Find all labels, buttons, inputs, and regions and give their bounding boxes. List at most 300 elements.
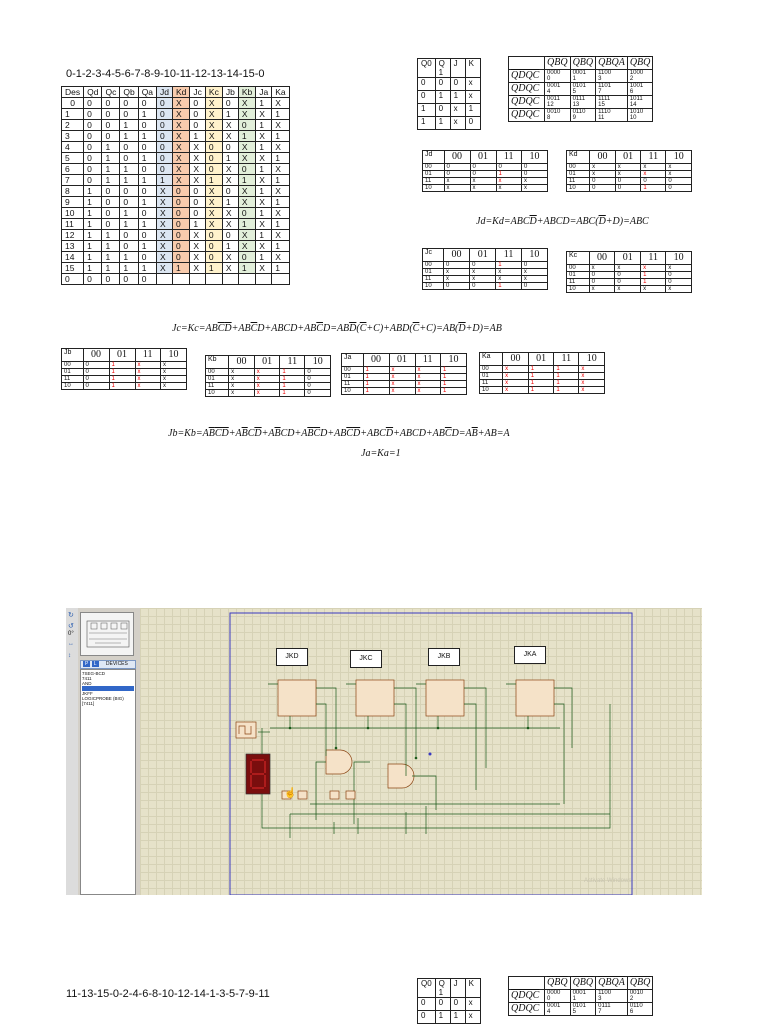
label-jka: JKA [514, 646, 546, 664]
table-cell: 0 [157, 131, 173, 142]
kmap-row [567, 171, 692, 178]
table-cell: X [238, 153, 255, 164]
table-cell: 0 [138, 274, 156, 285]
table-cell [190, 274, 206, 285]
table-cell: X [173, 153, 190, 164]
gray-code: 1101 [598, 83, 612, 89]
device-list[interactable] [80, 669, 136, 895]
kmap-col-header: 00 [590, 151, 616, 164]
table-cell: 1 [138, 175, 156, 186]
kmap-row-header: 01 [342, 374, 364, 381]
kmap-col-header: 00 [363, 354, 389, 367]
table-cell: 0 [238, 208, 255, 219]
table-cell: 0 [84, 175, 102, 186]
table-cell: 3 [62, 131, 84, 142]
kmap-col-header: 11 [641, 151, 666, 164]
table-cell: 1 [256, 120, 272, 131]
kmap-cell: x [666, 171, 692, 178]
gray-code: 1001 [629, 83, 644, 89]
table-cell: 0 [238, 120, 255, 131]
kmap-cell: x [496, 276, 522, 283]
table-cell: X [190, 153, 206, 164]
table-cell: X [272, 98, 289, 109]
table-cell: 1 [272, 109, 289, 120]
kmap-cell: x [503, 380, 529, 387]
table-cell: X [157, 252, 173, 263]
table-cell: 1 [238, 219, 255, 230]
table-cell: 1 [120, 120, 138, 131]
kmap-cell: x [470, 276, 496, 283]
table-cell: 0 [418, 91, 436, 104]
table-row [509, 1003, 653, 1016]
gray-cell [545, 1003, 571, 1016]
table-row [62, 186, 290, 197]
kmap-row [342, 374, 467, 381]
header-cell: Jc [190, 87, 206, 98]
table-cell: 0 [138, 186, 156, 197]
table-cell: X [205, 109, 222, 120]
kmap-row [480, 387, 605, 394]
table-cell: 13 [62, 241, 84, 252]
device-item[interactable]: 7SEG-BCD [82, 671, 106, 676]
gray-index: 11 [598, 115, 605, 121]
header-cell: Q 1 [435, 979, 450, 998]
table-cell: 0 [120, 230, 138, 241]
kmap-col-header: 00 [229, 356, 255, 369]
kmap-cell: x [470, 178, 496, 185]
table-cell: 1 [465, 104, 480, 117]
table-cell: 0 [465, 117, 480, 130]
tab-l[interactable]: L [93, 661, 97, 667]
corner-cell [509, 57, 545, 70]
degree-icon[interactable]: 0° [68, 631, 74, 637]
kmap-cell: x [615, 286, 641, 293]
state-table [61, 86, 290, 285]
kmap-col-header: 11 [415, 354, 440, 367]
jk-excitation-table [417, 58, 481, 130]
kmap-col-header: 10 [521, 249, 547, 262]
kmap-cell: 1 [363, 381, 389, 388]
kmap-cell: x [135, 362, 160, 369]
table-cell: X [238, 241, 255, 252]
kmap-row-header: 11 [480, 380, 503, 387]
schematic-canvas[interactable] [140, 608, 702, 895]
kmap-cell: 1 [109, 376, 135, 383]
kmap-cell: 1 [641, 272, 666, 279]
device-item[interactable]: AND [82, 681, 92, 686]
kmap-cell: 0 [615, 272, 641, 279]
table-cell: X [190, 142, 206, 153]
gray-code: 0010 [547, 109, 561, 115]
gray-cell [570, 70, 596, 83]
table-cell: X [238, 197, 255, 208]
table-cell: X [190, 263, 206, 274]
table-cell: 1 [205, 263, 222, 274]
device-item[interactable]: 7411 [82, 676, 92, 681]
kmap-header-row [423, 249, 548, 262]
table-cell: 1 [272, 153, 289, 164]
kmap-cell: 1 [528, 373, 554, 380]
kmap-cell: x [666, 265, 692, 272]
kmap-jc [422, 248, 548, 290]
table-cell [205, 274, 222, 285]
kmap-cell: x [521, 185, 547, 192]
header-cell: Ka [272, 87, 289, 98]
table-row [418, 117, 481, 130]
gray-cell [545, 990, 571, 1003]
table-row [62, 164, 290, 175]
gray-index: 0 [547, 76, 551, 82]
kmap-header-row [206, 356, 331, 369]
table-cell: 0 [418, 78, 436, 91]
kmap-cell: 0 [590, 178, 616, 185]
kmap-col-header: 11 [641, 252, 666, 265]
header-cell: Kc [205, 87, 222, 98]
kmap-row [206, 383, 331, 390]
table-cell: 1 [450, 91, 465, 104]
table-cell [157, 274, 173, 285]
gray-cell [596, 990, 628, 1003]
table-cell: 0 [173, 197, 190, 208]
table-cell: 1 [84, 208, 102, 219]
kmap-row-header: 00 [567, 164, 590, 171]
kmap-col-header: 00 [444, 151, 470, 164]
kmap-cell: 1 [109, 369, 135, 376]
kmap-cell: 0 [589, 272, 615, 279]
table-row [509, 977, 653, 990]
kmap-col-header: 01 [615, 252, 641, 265]
kmap-cell: x [641, 265, 666, 272]
table-cell: 9 [62, 197, 84, 208]
table-row [418, 91, 481, 104]
table-cell: 0 [84, 120, 102, 131]
table-cell: 1 [272, 197, 289, 208]
kmap-cell: x [229, 369, 255, 376]
kmap-cell: 1 [280, 376, 305, 383]
table-cell: 1 [222, 197, 238, 208]
kmap-row-header: 00 [423, 164, 445, 171]
kmap-cell: x [470, 269, 496, 276]
table-cell: X [173, 164, 190, 175]
gray-cell [570, 83, 596, 96]
kmap-cell: 0 [83, 369, 109, 376]
table-cell: 2 [62, 120, 84, 131]
tool-strip [66, 608, 78, 895]
header-cell: J [450, 979, 465, 998]
table-cell: 1 [62, 109, 84, 120]
kmap-name: Kd [567, 151, 590, 164]
gray-index: 15 [598, 102, 605, 108]
table-cell: 0 [138, 230, 156, 241]
table-row [509, 109, 653, 122]
kmap-jb [61, 348, 187, 390]
gray-col-header: $\overline{QB}\overline{Q}$ [545, 977, 571, 990]
table-cell: 1 [418, 104, 436, 117]
kmap-col-header: 10 [666, 151, 692, 164]
table-cell: 1 [84, 252, 102, 263]
kmap-row-header: 00 [567, 265, 590, 272]
table-cell: 0 [173, 186, 190, 197]
gray-index: 14 [629, 102, 637, 108]
table-cell: X [222, 131, 238, 142]
kmap-row [567, 178, 692, 185]
kmap-cell: 1 [528, 387, 554, 394]
gray-index: 7 [598, 89, 602, 95]
table-cell: 1 [120, 164, 138, 175]
table-cell: 0 [435, 998, 450, 1011]
table-cell: 0 [205, 252, 222, 263]
table-cell: 1 [272, 219, 289, 230]
gray-row-header: $\overline{QD}\overline{QC}$ [509, 990, 545, 1003]
table-cell: X [256, 219, 272, 230]
flip-icon[interactable]: ↕ [68, 653, 71, 659]
table-cell: X [222, 120, 238, 131]
table-cell: 1 [138, 109, 156, 120]
kmap-kc [566, 251, 692, 293]
table-row [418, 59, 481, 78]
table-cell: X [238, 186, 255, 197]
gray-index: 3 [598, 76, 602, 82]
gray-row-header: $\overline{QD}\overline{QC}$ [509, 1003, 545, 1016]
table-row [509, 96, 653, 109]
table-cell: 1 [102, 230, 120, 241]
gray-index: 6 [629, 1009, 634, 1015]
table-cell: 1 [238, 175, 255, 186]
kmap-col-header: 01 [470, 249, 496, 262]
mirror-icon[interactable]: ↔ [68, 641, 74, 647]
table-cell: 0 [120, 153, 138, 164]
kmap-cell: x [389, 374, 415, 381]
table-cell: X [272, 186, 289, 197]
kmap-row [423, 185, 548, 192]
gray-code: 1110 [598, 109, 611, 115]
kmap-cell: 0 [521, 262, 547, 269]
kmap-cell: x [521, 276, 547, 283]
table-cell: 0 [222, 98, 238, 109]
table-cell: 0 [238, 252, 255, 263]
table-cell: X [157, 219, 173, 230]
kmap-row-header: 10 [62, 383, 84, 390]
table-cell: 0 [120, 274, 138, 285]
table-cell: 1 [272, 263, 289, 274]
table-cell: 0 [418, 1011, 436, 1024]
table-cell: 0 [173, 208, 190, 219]
kmap-cell: 1 [641, 279, 666, 286]
table-cell: 0 [173, 241, 190, 252]
kmap-row-header: 11 [567, 178, 590, 185]
table-cell: 0 [84, 131, 102, 142]
kmap-cell: x [444, 178, 470, 185]
kmap-cell: x [254, 376, 280, 383]
header-cell: K [465, 979, 480, 998]
undo-icon[interactable]: ↺ [68, 623, 74, 630]
table-cell: 0 [205, 164, 222, 175]
kmap-cell: x [415, 388, 440, 395]
table-cell: X [222, 164, 238, 175]
table-cell: 1 [256, 252, 272, 263]
table-cell: 1 [138, 197, 156, 208]
gray-cell [596, 109, 628, 122]
table-cell: 1 [120, 252, 138, 263]
table-cell: X [205, 208, 222, 219]
equation-ja: Ja=Ka=1 [361, 448, 401, 459]
kmap-cell: 1 [496, 283, 522, 290]
table-cell: X [190, 252, 206, 263]
table-row [509, 990, 653, 1003]
label-jkc: JKC [350, 650, 382, 668]
refresh-icon[interactable]: ↻ [68, 612, 74, 619]
header-cell: Q 1 [435, 59, 450, 78]
table-cell: 0 [205, 142, 222, 153]
equation-jd: $Jd=Kd=ABC\overline{D}+ABCD=ABC(\overline{D}+D)=ABC$ [476, 216, 649, 227]
kmap-header-row [342, 354, 467, 367]
label-jkb: JKB [428, 648, 460, 666]
gray-cell [545, 96, 571, 109]
gray-cell [545, 109, 571, 122]
kmap-cell: x [415, 381, 440, 388]
table-cell: 0 [157, 120, 173, 131]
kmap-cell: 1 [528, 366, 554, 373]
gray-col-header: $\overline{QB}\overline{Q}$ [545, 57, 571, 70]
kmap-col-header: 00 [443, 249, 469, 262]
sequence-title-2: 11-13-15-0-2-4-6-8-10-12-14-1-3-5-7-9-11 [66, 988, 270, 1000]
kmap-cell: x [666, 286, 692, 293]
kmap-header-row [567, 151, 692, 164]
table-cell: 4 [62, 142, 84, 153]
kmap-cell: 0 [83, 383, 109, 390]
header-cell: Jd [157, 87, 173, 98]
gray-col-header: $\overline{QB}\overline{Q}$ [627, 977, 653, 990]
gray-col-header: $\overline{QBQ}\overline{A}$ [596, 57, 628, 70]
kmap-cell: x [160, 362, 186, 369]
table-cell: 1 [190, 219, 206, 230]
gray-index: 10 [629, 115, 637, 121]
proteus-screenshot [66, 608, 702, 895]
table-cell: X [238, 142, 255, 153]
device-item[interactable]: [7411] [82, 701, 95, 706]
kmap-cell: x [229, 376, 255, 383]
table-cell: 1 [190, 131, 206, 142]
kmap-row [62, 362, 187, 369]
gray-cell [570, 109, 596, 122]
gray-index: 5 [572, 89, 576, 95]
kmap-cell: x [589, 286, 615, 293]
kmap-row-header: 01 [206, 376, 229, 383]
gray-code: 0010 [629, 990, 644, 996]
kmap-col-header: 10 [305, 356, 331, 369]
table-cell: 0 [157, 109, 173, 120]
table-cell: 1 [256, 230, 272, 241]
table-cell: 1 [256, 142, 272, 153]
table-cell: X [173, 142, 190, 153]
kmap-row [480, 373, 605, 380]
table-row [62, 230, 290, 241]
table-cell: 0 [157, 142, 173, 153]
kmap-cell: x [615, 171, 641, 178]
gray-index: 1 [572, 996, 576, 1002]
table-cell: 0 [120, 109, 138, 120]
gray-code: 0001 [572, 70, 586, 76]
table-cell: X [205, 98, 222, 109]
table-cell: 0 [205, 230, 222, 241]
table-cell: 0 [120, 98, 138, 109]
table-cell: 0 [205, 241, 222, 252]
table-cell: 1 [272, 131, 289, 142]
kmap-row [206, 376, 331, 383]
table-cell: X [190, 241, 206, 252]
table-cell [238, 274, 255, 285]
kmap-cell: 1 [641, 185, 666, 192]
kmap-col-header: 10 [579, 353, 605, 366]
kmap-cell: 0 [521, 171, 547, 178]
table-cell: 0 [190, 120, 206, 131]
kmap-row [423, 276, 548, 283]
kmap-cell: 1 [280, 369, 305, 376]
gray-code: 0000 [547, 990, 561, 996]
table-cell: 15 [62, 263, 84, 274]
tab-p[interactable]: P [85, 661, 89, 667]
kmap-row [480, 366, 605, 373]
kmap-row [567, 286, 692, 293]
kmap-row-header: 11 [206, 383, 229, 390]
kmap-header-row [480, 353, 605, 366]
kmap-row-header: 01 [423, 171, 445, 178]
kmap-cell: 0 [305, 376, 331, 383]
kmap-cell: x [590, 164, 616, 171]
gray-row-header: $\overline{QD}\overline{QC}$ [509, 83, 545, 96]
kmap-row-header: 01 [567, 171, 590, 178]
table-cell: X [272, 164, 289, 175]
table-cell: 1 [102, 142, 120, 153]
table-cell: 1 [120, 219, 138, 230]
kmap-col-header: 11 [496, 249, 522, 262]
header-cell: Q0 [418, 59, 436, 78]
table-row [62, 153, 290, 164]
table-row [509, 57, 653, 70]
kmap-row [567, 265, 692, 272]
kmap-cell: 0 [666, 178, 692, 185]
kmap-row [342, 388, 467, 395]
jk-excitation-table-2 [417, 978, 481, 1024]
equation-jc: $Jc=Kc=AB\overline{C}\overline{D}+AB\overline{C}D+ABCD+AB\overline{C}D=AB\overline{D}(\overline{C}+C)+ABD(\overline{C}+C)=AB(\overline{D}+D)=AB$ [172, 323, 502, 334]
kmap-cell: 1 [109, 362, 135, 369]
table-cell: 6 [62, 164, 84, 175]
table-cell: 12 [62, 230, 84, 241]
header-cell: Jb [222, 87, 238, 98]
sequence-title-1: 0-1-2-3-4-5-6-7-8-9-10-11-12-13-14-15-0 [66, 68, 265, 80]
kmap-cell: x [229, 383, 255, 390]
kmap-row-header: 10 [567, 185, 590, 192]
kmap-header-row [567, 252, 692, 265]
table-cell: 1 [138, 219, 156, 230]
table-cell: X [272, 208, 289, 219]
table-cell: 0 [157, 164, 173, 175]
kmap-row-header: 01 [480, 373, 503, 380]
table-cell: 1 [222, 241, 238, 252]
device-item[interactable]: JKFF [82, 691, 93, 696]
gray-index: 6 [629, 89, 634, 95]
kmap-row-header: 01 [567, 272, 590, 279]
table-cell: X [272, 230, 289, 241]
kmap-row [342, 381, 467, 388]
table-cell: X [272, 120, 289, 131]
devices-header [80, 660, 136, 669]
gray-code: 0110 [629, 1003, 643, 1009]
kmap-row-header: 00 [423, 262, 444, 269]
table-cell: 1 [138, 131, 156, 142]
kmap-cell: 0 [305, 390, 331, 397]
device-item[interactable]: LOGICPROBE (BIG) [82, 696, 124, 701]
